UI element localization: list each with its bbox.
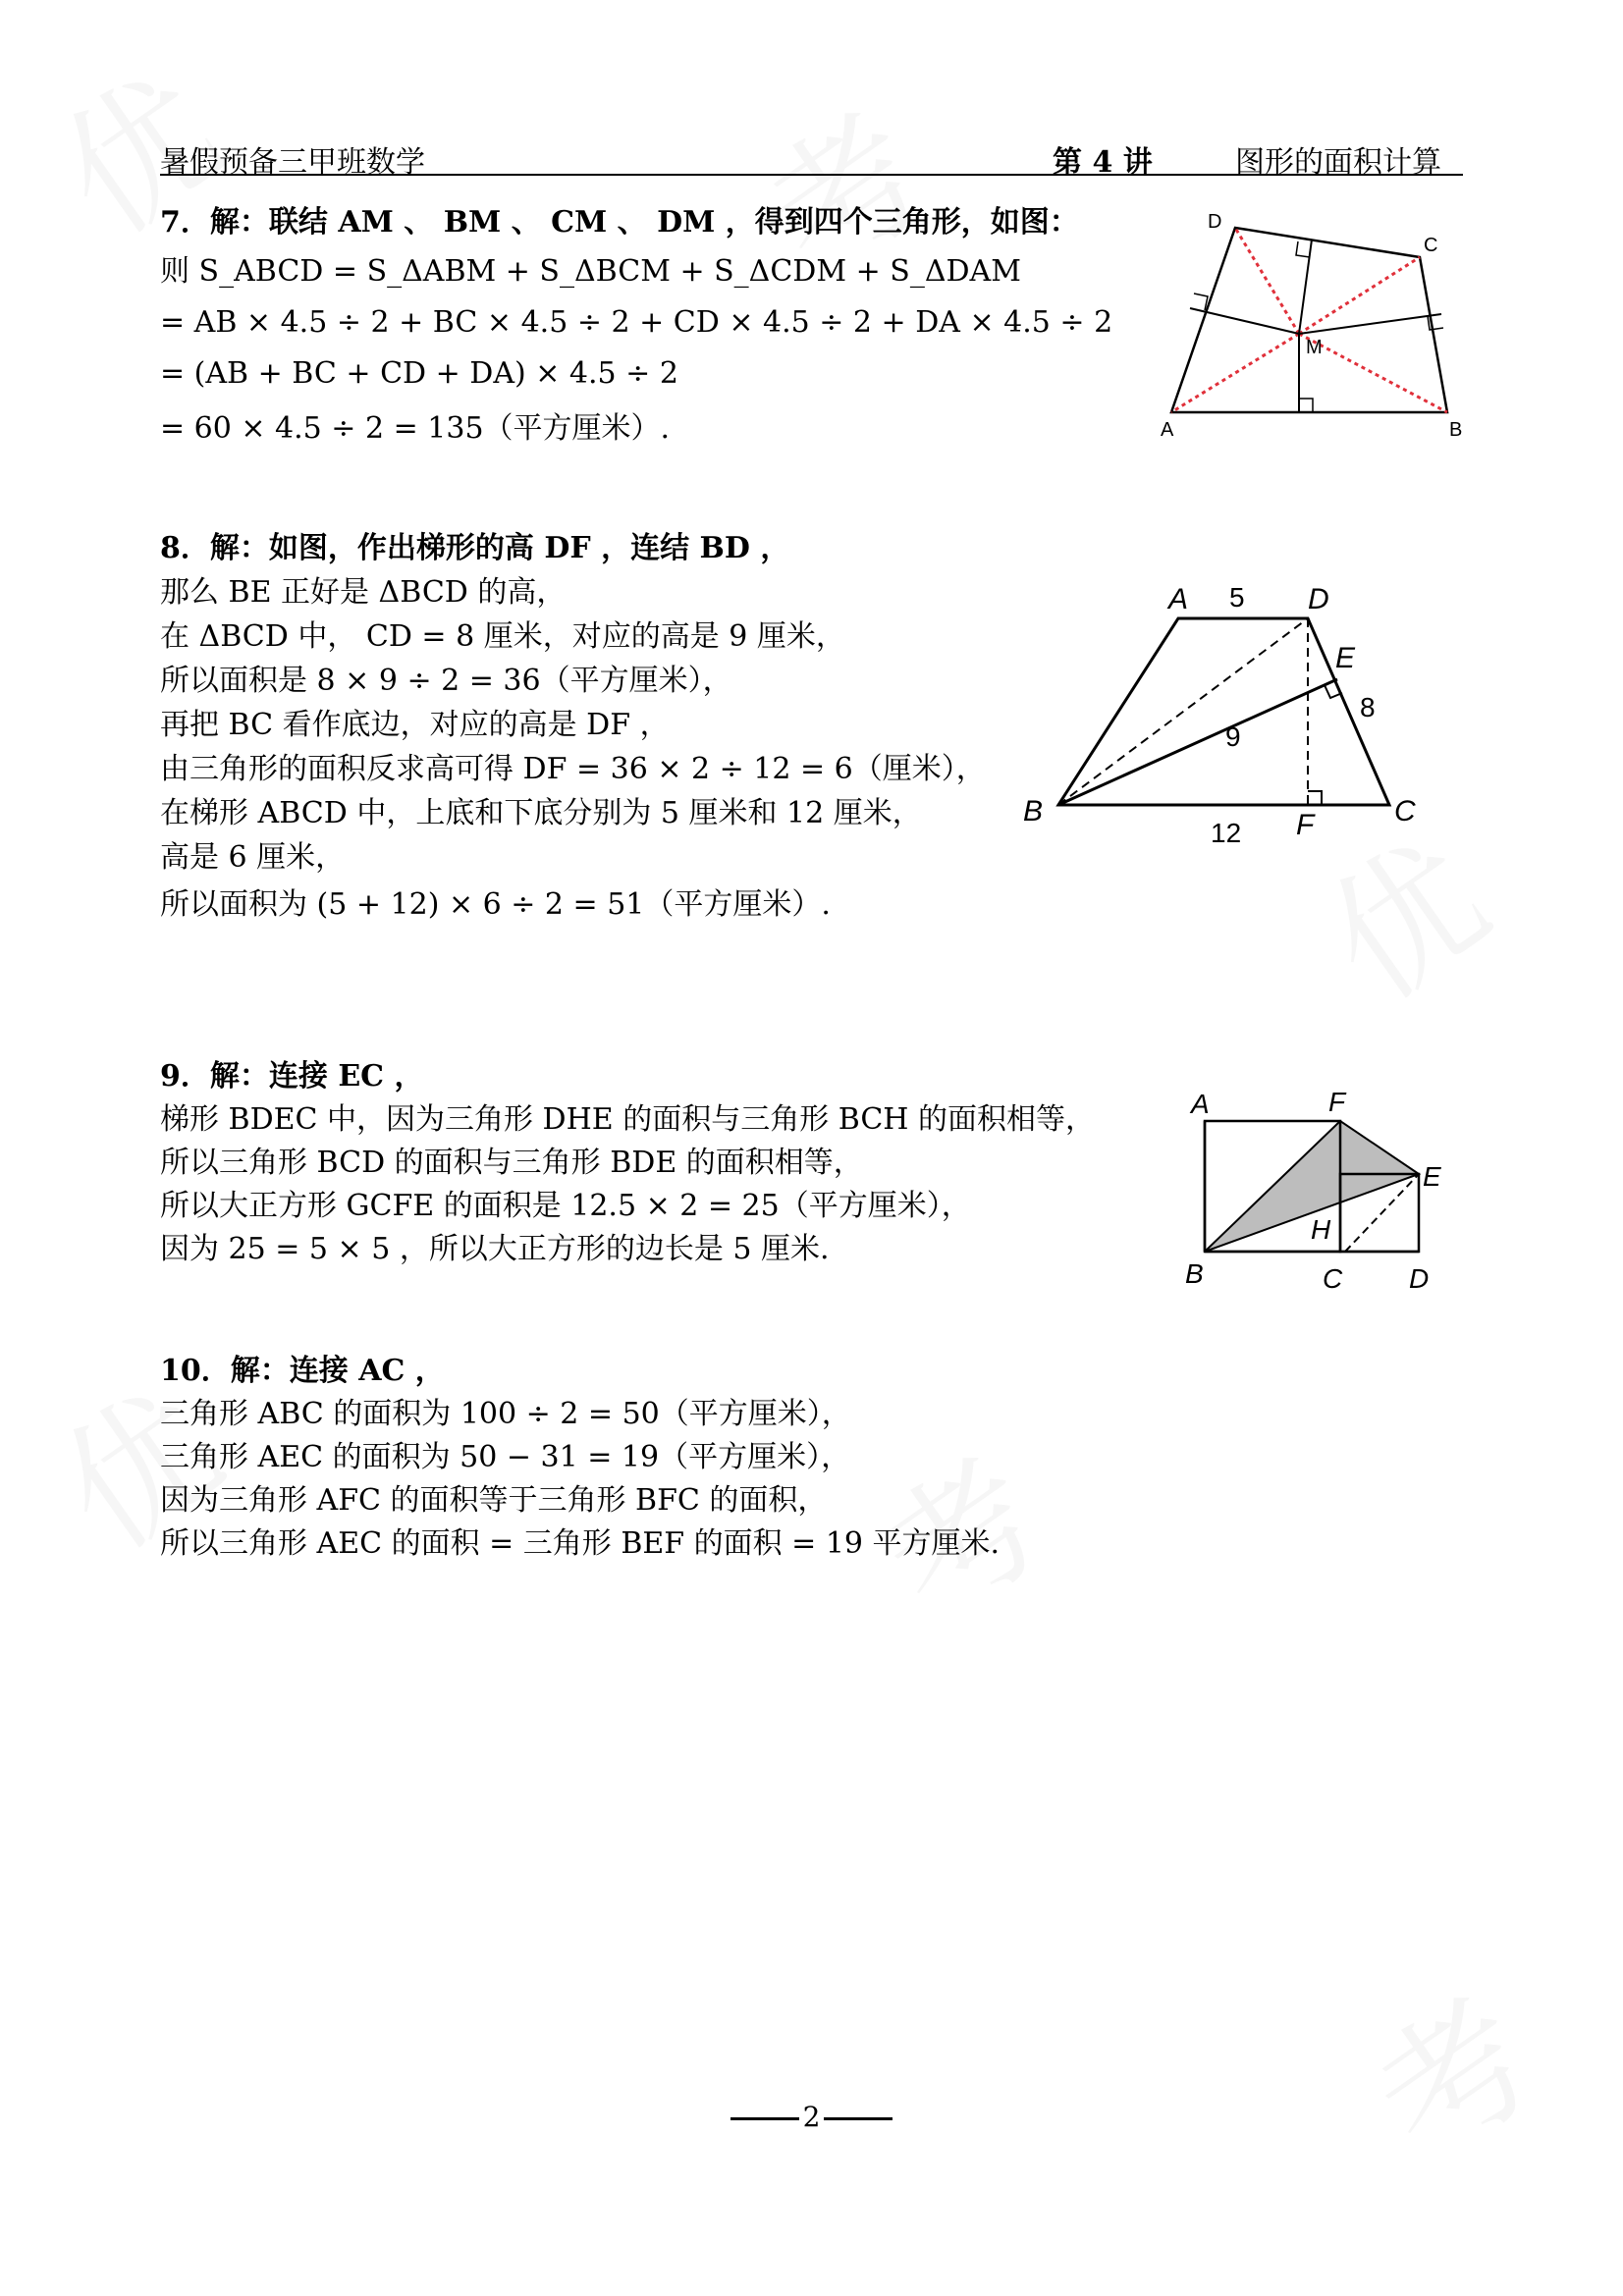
vertex-label: C: [1323, 1263, 1343, 1294]
solution-line: 梯形 BDEC 中，因为三角形 DHE 的面积与三角形 BCH 的面积相等，: [160, 1102, 1096, 1137]
solution-line: 所以面积为 (5 + 12) × 6 ÷ 2 = 51（平方厘米）.: [160, 887, 831, 922]
page-number: 2: [802, 2101, 821, 2133]
solution-line: 因为三角形 AFC 的面积等于三角形 BFC 的面积，: [160, 1483, 828, 1518]
solution-line: 所以三角形 BCD 的面积与三角形 BDE 的面积相等，: [160, 1146, 863, 1180]
header-lecture-number: 第 4 讲: [1053, 145, 1153, 180]
vertex-label: H: [1311, 1214, 1331, 1245]
solution-line: 所以三角形 AEC 的面积 = 三角形 BEF 的面积 = 19 平方厘米.: [160, 1526, 1001, 1561]
vertex-label: A: [1191, 1089, 1210, 1119]
solution-line: 三角形 ABC 的面积为 100 ÷ 2 = 50（平方厘米），: [160, 1397, 851, 1431]
header-course-title: 暑假预备三甲班数学: [160, 145, 425, 180]
vertex-label: C: [1424, 235, 1438, 256]
solution-line: 9．解：连接 EC ，: [160, 1059, 424, 1094]
solution-line: 在 ΔBCD 中， CD = 8 厘米，对应的高是 9 厘米，: [160, 619, 845, 654]
vertex-label: F: [1296, 809, 1315, 841]
vertex-label: C: [1394, 795, 1416, 828]
vertex-label: E: [1423, 1161, 1441, 1192]
vertex-label: E: [1335, 642, 1356, 674]
solution-line: 那么 BE 正好是 ΔBCD 的高，: [160, 575, 567, 610]
solution-line: 三角形 AEC 的面积为 50 − 31 = 19（平方厘米），: [160, 1440, 851, 1474]
side-length-label: 5: [1229, 582, 1245, 613]
vertex-label: D: [1208, 211, 1222, 233]
solution-line: 所以面积是 8 × 9 ÷ 2 = 36（平方厘米），: [160, 664, 732, 698]
solution-line: = 60 × 4.5 ÷ 2 = 135（平方厘米）.: [160, 411, 671, 446]
side-length-label: 8: [1360, 692, 1376, 722]
solution-line: 8．解：如图，作出梯形的高 DF ，连结 BD ，: [160, 531, 790, 565]
solution-line: 因为 25 = 5 × 5 ，所以大正方形的边长是 5 厘米.: [160, 1232, 830, 1266]
watermark: [1327, 1941, 1570, 2199]
solution-line: = AB × 4.5 ÷ 2 + BC × 4.5 ÷ 2 + CD × 4.5 ÷ 2 + DA × 4.5 ÷ 2: [160, 305, 1113, 340]
vertex-label: B: [1449, 419, 1463, 441]
solution-line: 7．解：联结 AM 、 BM 、 CM 、 DM ，得到四个三角形，如图：: [160, 205, 1079, 240]
problem-9-figure: [1173, 1080, 1458, 1301]
vertex-label: M: [1306, 337, 1323, 358]
problem-7-figure: [1149, 206, 1473, 452]
vertex-label: B: [1023, 795, 1044, 828]
solution-line: 所以大正方形 GCFE 的面积是 12.5 × 2 = 25（平方厘米），: [160, 1189, 971, 1223]
vertex-label: D: [1409, 1263, 1430, 1294]
vertex-label: B: [1185, 1258, 1204, 1289]
vertex-label: D: [1308, 583, 1329, 615]
solution-line: 在梯形 ABCD 中，上底和下底分别为 5 厘米和 12 厘米，: [160, 796, 922, 830]
vertex-label: A: [1161, 419, 1174, 441]
solution-line: 高是 6 厘米，: [160, 840, 346, 875]
side-length-label: 12: [1211, 818, 1242, 848]
solution-line: = (AB + BC + CD + DA) × 4.5 ÷ 2: [160, 356, 678, 391]
header-rule: [160, 174, 1463, 176]
side-length-label: 9: [1225, 721, 1241, 752]
page-footer: [0, 2101, 1623, 2133]
header-topic-title: 图形的面积计算: [1235, 145, 1441, 180]
problem-8-figure: [1011, 569, 1443, 854]
vertex-label: A: [1168, 583, 1189, 615]
solution-line: 由三角形的面积反求高可得 DF = 36 × 2 ÷ 12 = 6（厘米），: [160, 752, 986, 786]
solution-line: 再把 BC 看作底边，对应的高是 DF ，: [160, 708, 670, 742]
vertex-label: F: [1328, 1087, 1346, 1117]
solution-line: 则 S_ABCD = S_ΔABM + S_ΔBCM + S_ΔCDM + S_ΔDAM: [160, 254, 1021, 289]
solution-line: 10．解：连接 AC ，: [160, 1354, 445, 1388]
